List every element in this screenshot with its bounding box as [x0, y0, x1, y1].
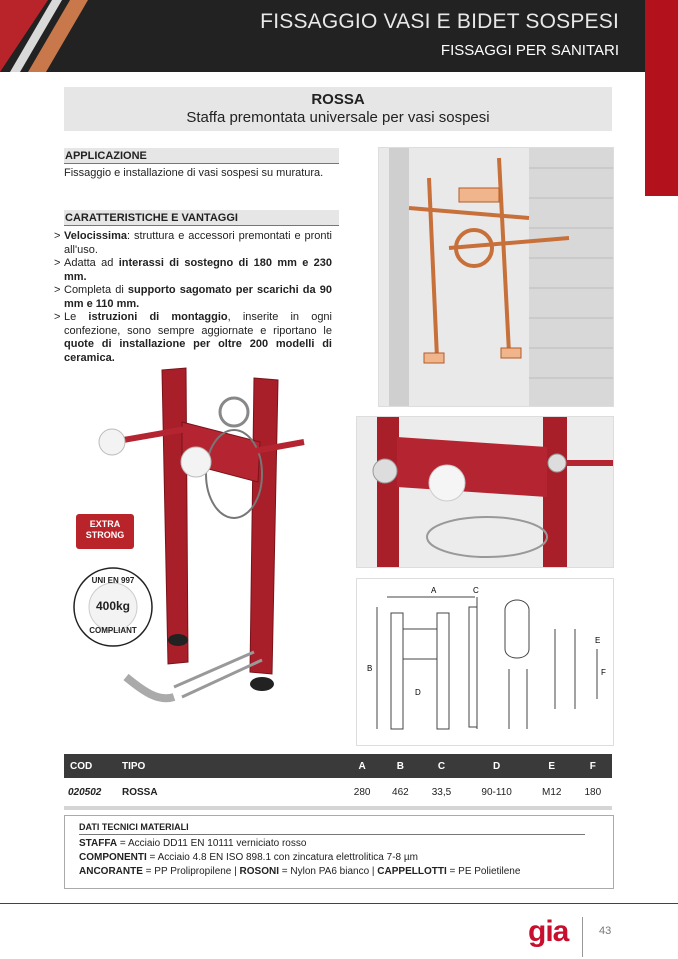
col-tipo: TIPO — [121, 754, 343, 778]
tech-data-box — [64, 815, 614, 889]
application-heading: APPLICAZIONE — [64, 148, 339, 164]
header-stripes — [0, 0, 110, 72]
bracket-drawing — [64, 362, 342, 752]
cell-e: M12 — [530, 778, 574, 808]
col-c: C — [420, 754, 464, 778]
cell-cod: 020502 — [64, 778, 121, 808]
feature-item: > Le istruzioni di montaggio, inserite in ogni confezione, sono sempre aggiornate e riportano le quote di installazione per oltre 200 modelli di ceramica. — [54, 311, 332, 365]
cell-b: 462 — [381, 778, 419, 808]
features-heading: CARATTERISTICHE E VANTAGGI — [64, 210, 339, 226]
dim-label-b: B — [367, 664, 373, 673]
uni-en-top: UNI EN 997 — [91, 576, 135, 585]
cell-c: 33,5 — [420, 778, 464, 808]
dim-label-d: D — [415, 688, 421, 697]
cell-tipo: ROSSA — [121, 778, 343, 808]
detail-photo — [356, 416, 614, 568]
feature-item: > Adatta ad interassi di sostegno di 180 mm e 230 mm. — [54, 257, 332, 284]
uni-en-weight: 400kg — [95, 599, 131, 613]
page-header — [0, 0, 645, 72]
features-list — [54, 230, 332, 365]
tech-line-componenti: COMPONENTI = Acciaio 4.8 EN ISO 898.1 con zincatura elettrolitica 7-8 µm — [79, 852, 418, 863]
technical-diagram — [356, 578, 614, 746]
footer-line — [0, 903, 678, 904]
tech-line-staffa: STAFFA = Acciaio DD11 EN 10111 verniciato rosso — [79, 838, 307, 849]
uni-en-badge — [72, 566, 154, 648]
feature-item: > Velocissima: struttura e accessori premontati e pronti all'uso. — [54, 230, 332, 257]
cell-a: 280 — [343, 778, 381, 808]
side-red-tab — [645, 0, 678, 196]
brand-logo: gia — [528, 915, 569, 948]
product-photo — [64, 362, 342, 752]
cell-d: 90-110 — [463, 778, 529, 808]
table-header-row — [64, 754, 612, 778]
feature-item: > Completa di supporto sagomato per scarichi da 90 mm e 110 mm. — [54, 284, 332, 311]
tech-heading: DATI TECNICI MATERIALI — [79, 822, 585, 835]
extra-strong-badge: EXTRA STRONG — [76, 514, 134, 549]
header-title: FISSAGGIO VASI E BIDET SOSPESI — [260, 10, 619, 33]
col-b: B — [381, 754, 419, 778]
page-number: 43 — [599, 925, 612, 937]
cell-f: 180 — [574, 778, 612, 808]
footer-separator — [582, 917, 583, 957]
dim-label-a: A — [431, 586, 437, 595]
dim-label-c: C — [473, 586, 479, 595]
col-d: D — [463, 754, 529, 778]
col-f: F — [574, 754, 612, 778]
col-cod: COD — [64, 754, 121, 778]
dimension-drawing — [357, 579, 613, 745]
dim-label-f: F — [601, 668, 606, 677]
tech-line-ancorante: ANCORANTE = PP Prolipropilene | ROSONI = Nylon PA6 bianco | CAPPELLOTTI = PE Polietilene — [79, 866, 521, 877]
col-e: E — [530, 754, 574, 778]
header-subtitle: FISSAGGI PER SANITARI — [440, 42, 619, 59]
detail-drawing — [357, 417, 613, 567]
product-description: Staffa premontata universale per vasi sospesi — [186, 109, 490, 126]
spec-table — [64, 754, 612, 810]
application-text: Fissaggio e installazione di vasi sospesi su muratura. — [64, 167, 324, 179]
installation-drawing — [379, 148, 613, 406]
uni-en-bottom: COMPLIANT — [89, 626, 137, 635]
product-name: ROSSA — [311, 91, 365, 108]
product-title-box — [64, 87, 612, 131]
dim-label-e: E — [595, 636, 601, 645]
installation-illustration — [378, 147, 614, 407]
col-a: A — [343, 754, 381, 778]
table-row — [64, 778, 612, 808]
